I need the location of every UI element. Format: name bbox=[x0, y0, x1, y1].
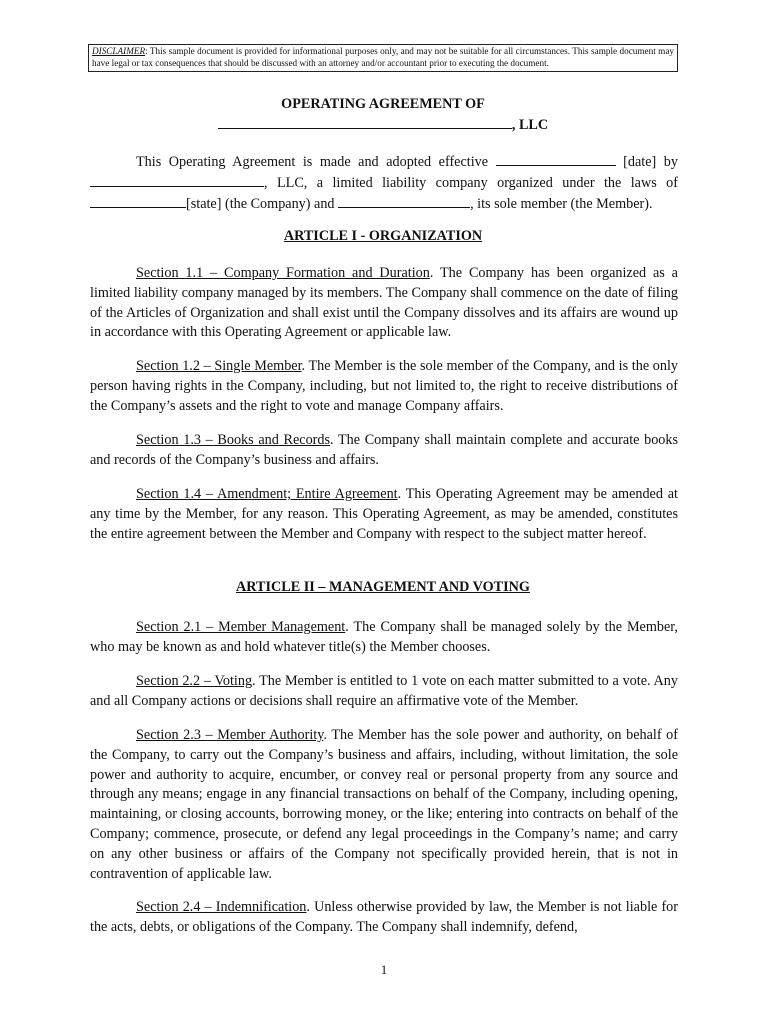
company-name-blank[interactable] bbox=[218, 115, 512, 129]
member-blank[interactable] bbox=[338, 194, 470, 208]
section-2-2 bbox=[90, 672, 678, 712]
section-2-1 bbox=[90, 618, 678, 658]
section-body: . The Member is the sole member of the Company, and is the only person having rights in the Company, including, but not limited to, the right to receive distributions of the Company’s assets and the right to vote and manage Company affairs. bbox=[90, 358, 678, 414]
section-1-3 bbox=[90, 431, 678, 471]
disclaimer-label: DISCLAIMER bbox=[92, 46, 146, 56]
intro-text-3: , LLC, a limited liability company organized under the laws of bbox=[264, 174, 678, 191]
llc-suffix: , LLC bbox=[511, 117, 549, 133]
section-body: . The Company has been organized as a limited liability company managed by its members. The Company shall commence on the date of filing of the Articles of Organization and shall exist until the Company dissolves and its affairs are wound up in accordance with this Operating Agreement or applicable law. bbox=[90, 265, 678, 341]
section-heading: Section 2.3 – Member Authority bbox=[136, 727, 324, 743]
section-body: . This Operating Agreement may be amended at any time by the Member, for any reason. This Operating Agreement, as may be amended, constitutes the entire agreement between the Member and Company with respect to the subject matter hereof. bbox=[90, 486, 678, 542]
article-1-heading bbox=[88, 227, 678, 245]
section-2-4 bbox=[90, 898, 678, 938]
section-1-2 bbox=[90, 357, 678, 416]
company-name-line bbox=[88, 115, 678, 134]
section-body: . The Member has the sole power and authority, on behalf of the Company, to carry out the Company’s business and affairs, including, without limitation, the sole power and authority to acquire, encumber, or convey real or personal property from any source and through any means; engage in any financial transactions on behalf of the Company, including opening, maintaining, or closing accounts, borrowing money, or the like; entering into contracts on behalf of the Company; commence, prosecute, or defend any legal proceedings in the Company’s name; and carry on any other business or affairs of the Company not specifically provided herein, that is not in contravention of applicable law. bbox=[90, 727, 678, 882]
article-1-heading-text: ARTICLE I - ORGANIZATION bbox=[283, 228, 483, 244]
section-body: . The Company shall maintain complete and accurate books and records of the Company’s business and affairs. bbox=[90, 432, 678, 468]
state-blank[interactable] bbox=[90, 194, 186, 208]
section-heading: Section 2.2 – Voting bbox=[136, 673, 253, 689]
article-2-heading-text: ARTICLE II – MANAGEMENT AND VOTING bbox=[236, 579, 530, 595]
section-body: . Unless otherwise provided by law, the Member is not liable for the acts, debts, or obligations of the Company. The Company shall indemnify, defend, bbox=[90, 899, 678, 935]
intro-text-4: [state] (the Company) and bbox=[186, 195, 339, 212]
section-body: . The Company shall be managed solely by the Member, who may be known as and hold whatever title(s) the Member chooses. bbox=[90, 619, 678, 655]
section-heading: Section 1.2 – Single Member bbox=[136, 358, 302, 374]
section-heading: Section 2.1 – Member Management bbox=[136, 619, 346, 635]
section-body: . The Member is entitled to 1 vote on each matter submitted to a vote. Any and all Company actions or decisions shall require an affirmative vote of the Member. bbox=[90, 673, 678, 709]
section-2-3 bbox=[90, 726, 678, 884]
section-1-1 bbox=[90, 264, 678, 343]
intro-text-2: [date] by bbox=[615, 154, 678, 170]
page-number: 1 bbox=[380, 962, 388, 977]
section-heading: Section 2.4 – Indemnification bbox=[136, 899, 307, 915]
intro-paragraph bbox=[90, 152, 678, 214]
disclaimer-text: : This sample document is provided for informational purposes only, and may not be suitable for all circumstances. This sample document may have legal or tax consequences that should be discussed with an attorney and/or accountant prior to executing the document. bbox=[92, 46, 674, 68]
date-blank[interactable] bbox=[496, 152, 616, 166]
intro-text-1: This Operating Agreement is made and adopted effective bbox=[136, 154, 496, 170]
section-heading: Section 1.1 – Company Formation and Duration bbox=[136, 265, 430, 281]
section-heading: Section 1.3 – Books and Records bbox=[136, 432, 331, 448]
article-2-heading bbox=[88, 578, 678, 596]
document-title: OPERATING AGREEMENT OF bbox=[281, 96, 485, 112]
company-blank[interactable] bbox=[90, 173, 264, 187]
disclaimer-box bbox=[88, 44, 678, 72]
section-heading: Section 1.4 – Amendment; Entire Agreement bbox=[136, 486, 398, 502]
section-1-4 bbox=[90, 485, 678, 544]
intro-text-5: , its sole member (the Member). bbox=[470, 195, 653, 212]
